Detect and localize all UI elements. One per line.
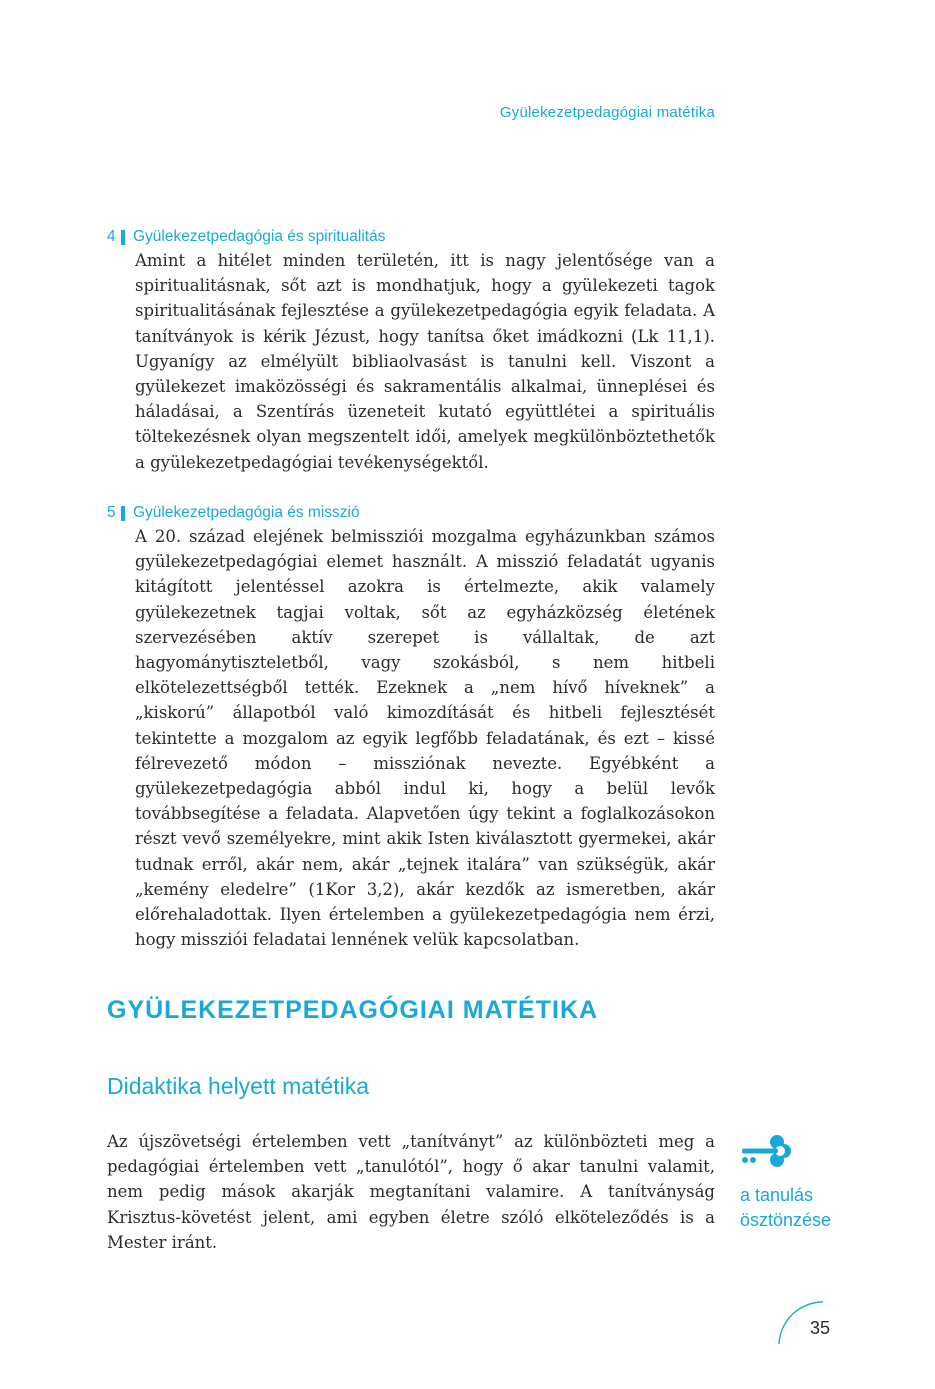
section-title: Gyülekezetpedagógia és spiritualitás	[133, 228, 386, 245]
section-heading	[107, 502, 715, 524]
margin-note-label	[740, 1183, 880, 1233]
section-title: Gyülekezetpedagógia és misszió	[133, 504, 360, 521]
running-header: Gyülekezetpedagógiai matétika	[499, 104, 715, 121]
section-paragraph: A 20. század elejének belmissziói mozgalma egyházunkban számos gyülekezetpedagógiai elemet használt. A misszió feladatát ugyanis kitágított jelentéssel azokra is értelmezte, akik valamely gyülekezetnek tagjai voltak, sőt az egyházközség életének szervezésében aktív szerepet is vállaltak, de azt hagyománytiszteletből, vagy szokásból, s nem hitbeli elkötelezettségből tették. Ezeknek a „nem hívő híveknek” a „kiskorú” állapotból való kimozdítását és hitbeli fejlesztését tekintette a mozgalom az egyik legfőbb feladatának, és ezt – kissé félrevezető módon – missziónak nevezte. Egyébként a gyülekezetpedagógia abból indul ki, hogy a belül levők továbbsegítése a feladata. Alapvetően úgy tekint a foglalkozásokon részt vevő személyekre, mint akik Isten kiválasztott gyermekei, akár tudnak erről, akár nem, akár „tejnek italára” van szükségük, akár „kemény eledelre” (1Kor 3,2), akár kezdők az ismeretben, akár előrehaladottak. Ilyen értelemben a gyülekezetpedagógia nem érzi, hogy missziói feladatai lennének velük kapcsolatban.	[135, 527, 715, 950]
section-number: 4	[107, 228, 116, 245]
section-spiritualitas	[107, 226, 715, 475]
margin-note-line: ösztönzése	[740, 1210, 832, 1230]
section-number: 5	[107, 504, 116, 521]
section-paragraph: Amint a hitélet minden területén, itt is nagy jelentősége van a spiritualitásnak, sőt azt is mondhatjuk, hogy a gyülekezeti tagok spiritualitásának fejlesztése a gyülekezetpedagógia egyik feladata. A tanítványok is kérik Jézust, hogy tanítsa őket imádkozni (Lk 11,1). Ugyanígy az elmélyült bibliaolvasást is tanulni kell. Viszont a gyülekezet imaközösségi és sakramentális alkalmai, ünneplései és háladásai, a Szentírás üzeneteit kutató együttlétei a spirituális töltekezésnek olyan megszentelt idői, amelyek megkülönböztethetők a gyülekezetpedagógiai tevékenységektől.	[135, 251, 715, 472]
margin-note-line: a tanulás	[740, 1185, 814, 1205]
body-paragraph: Az újszövetségi értelemben vett „tanítványt” az különbözteti meg a pedagógiai értelemben vett „tanulótól”, hogy ő akar tanulni valamit, nem pedig mások akarják megtanítani valamire. A tanítványság Krisztus-követést jelent, ami egyben életre szóló elköteleződés is a Mester iránt.	[107, 1132, 715, 1252]
section-marker-bar	[121, 230, 125, 245]
section-body	[135, 248, 715, 475]
subchapter-heading: Didaktika helyett matétika	[107, 1073, 370, 1099]
margin-note	[740, 1133, 880, 1233]
key-icon	[740, 1133, 792, 1169]
chapter-heading: GYÜLEKEZETPEDAGÓGIAI MATÉTIKA	[107, 996, 599, 1024]
section-marker-bar	[121, 506, 125, 521]
section-heading	[107, 226, 715, 248]
section-body	[135, 524, 715, 952]
section-misszio	[107, 502, 715, 952]
page-number: 35	[809, 1318, 831, 1338]
